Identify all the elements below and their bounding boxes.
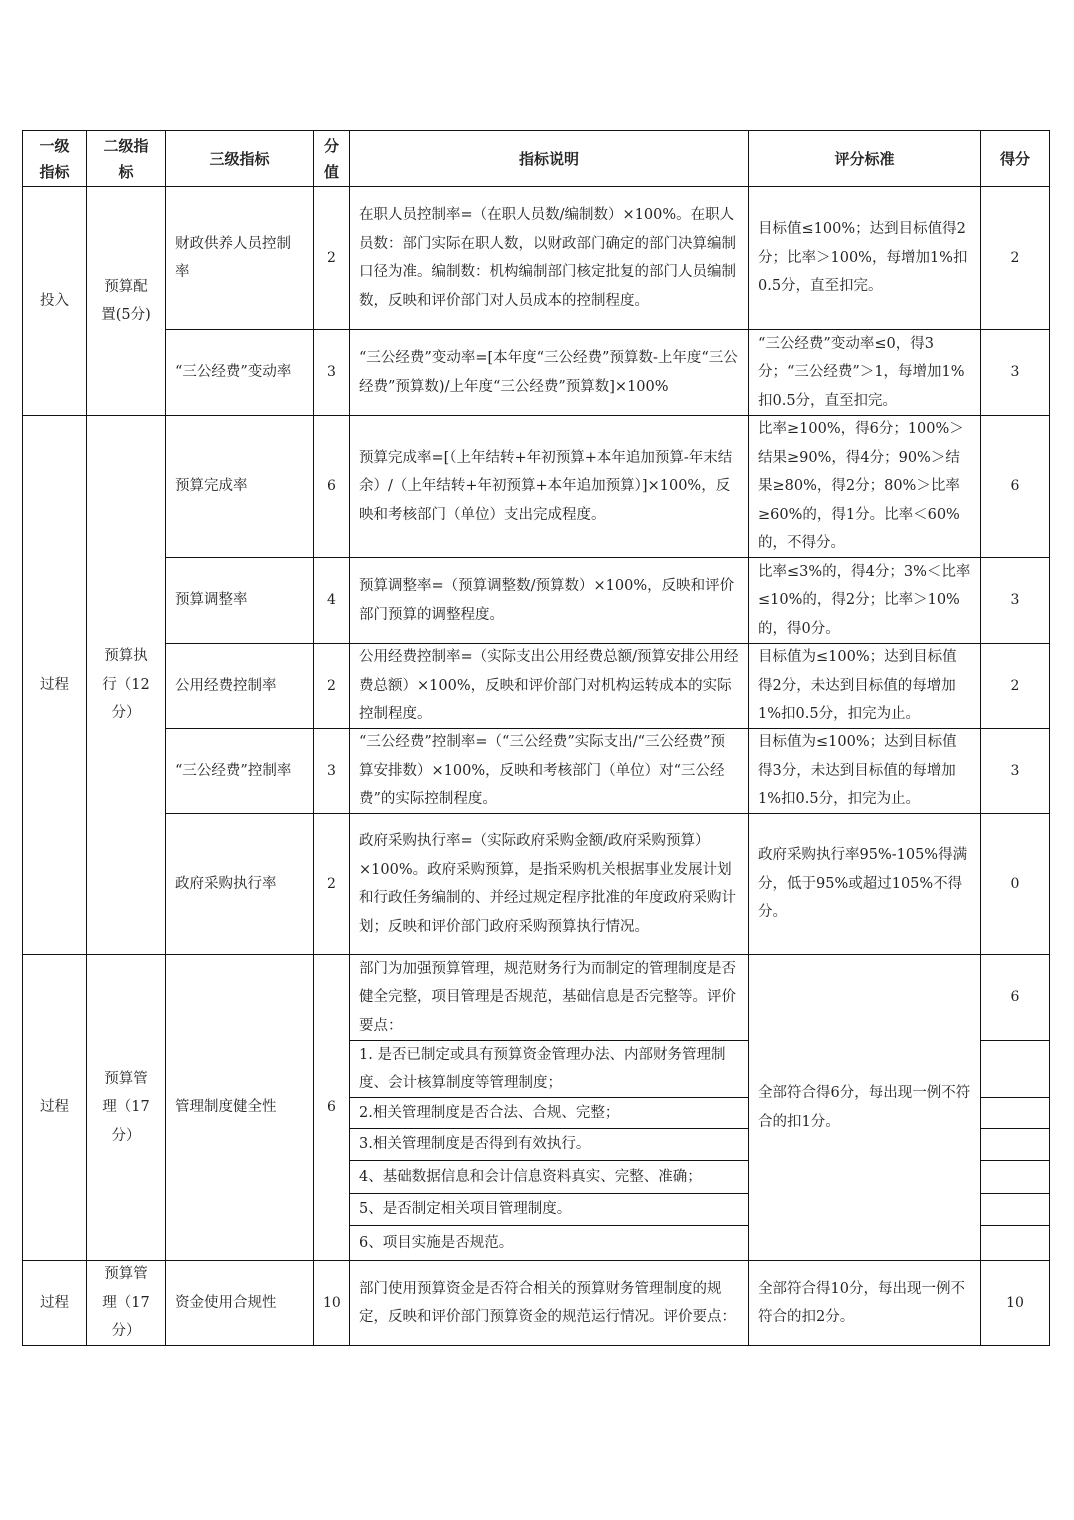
row-earned-cell: 3 — [980, 329, 1050, 416]
earned-subcell — [980, 1225, 1050, 1261]
row-description-cell: 在职人员控制率=（在职人员数/编制数）×100%。在职人员数：部门实际在职人数，以财政部门确定的部门决算编制口径为准。编制数：机构编制部门核定批复的部门人员编制数，反映和评价部门对人员成本的控制程度。 — [349, 186, 749, 330]
group-level2-cell: 预算配 置(5分) — [86, 186, 166, 416]
header-level3: 三级指标 — [165, 130, 314, 187]
row-description-cell: 公用经费控制率=（实际支出公用经费总额/预算安排公用经费总额）×100%，反映和评价部门对机构运转成本的实际控制程度。 — [349, 643, 749, 729]
row-level3-cell: 资金使用合规性 — [165, 1260, 314, 1346]
row-score-cell: 2 — [313, 186, 350, 330]
row-score-cell: 2 — [313, 643, 350, 729]
earned-subcell — [980, 1160, 1050, 1194]
row-score-cell: 6 — [313, 415, 350, 558]
group-level2-cell: 预算管 理（17 分） — [86, 954, 166, 1261]
description-item: 部门为加强预算管理，规范财务行为而制定的管理制度是否健全完整，项目管理是否规范，基础信息是否完整等。评价要点： — [349, 954, 749, 1041]
row-description-cell: 预算完成率=[（上年结转+年初预算+本年追加预算-年末结余）/（上年结转+年初预算+本年追加预算）]×100%，反映和考核部门（单位）支出完成程度。 — [349, 415, 749, 558]
row-score-cell: 2 — [313, 813, 350, 955]
row-level3-cell: “三公经费”变动率 — [165, 329, 314, 416]
row-description-cell: “三公经费”控制率=（“三公经费”实际支出/“三公经费”预算安排数）×100%，反映和考核部门（单位）对“三公经费”的实际控制程度。 — [349, 728, 749, 814]
row-criteria-cell: 目标值为≤100%；达到目标值得3分，未达到目标值的每增加1%扣0.5分，扣完为止。 — [748, 728, 981, 814]
group-level1-cell: 过程 — [22, 954, 87, 1261]
group-level2-cell: 预算执 行（12 分） — [86, 415, 166, 955]
header-level1: 一级 指标 — [22, 130, 87, 187]
row-score-cell: 3 — [313, 728, 350, 814]
row-earned-cell: 10 — [980, 1260, 1050, 1346]
row-earned-cell: 6 — [980, 415, 1050, 558]
row-level3-cell: “三公经费”控制率 — [165, 728, 314, 814]
row-earned-cell: 0 — [980, 813, 1050, 955]
row-description-cell: 部门使用预算资金是否符合相关的预算财务管理制度的规定，反映和评价部门预算资金的规范运行情况。评价要点： — [349, 1260, 749, 1346]
group-level1-cell: 投入 — [22, 186, 87, 416]
row-score-cell: 4 — [313, 557, 350, 644]
row-score-cell: 6 — [313, 954, 350, 1261]
row-earned-cell: 3 — [980, 557, 1050, 644]
row-score-cell: 10 — [313, 1260, 350, 1346]
row-criteria-cell: 全部符合得6分，每出现一例不符合的扣1分。 — [748, 954, 981, 1261]
header-criteria: 评分标准 — [748, 130, 981, 187]
row-level3-cell: 预算完成率 — [165, 415, 314, 558]
row-criteria-cell: “三公经费”变动率≤0，得3分；“三公经费”＞1，每增加1%扣0.5分，直至扣完。 — [748, 329, 981, 416]
row-earned-cell: 6 — [980, 954, 1050, 1041]
row-level3-cell: 政府采购执行率 — [165, 813, 314, 955]
row-earned-cell: 2 — [980, 186, 1050, 330]
row-earned-cell: 2 — [980, 643, 1050, 729]
evaluation-table — [22, 130, 1050, 1346]
description-item: 2.相关管理制度是否合法、合规、完整； — [349, 1097, 749, 1129]
row-criteria-cell: 比率≤3%的，得4分；3%＜比率≤10%的，得2分；比率＞10%的，得0分。 — [748, 557, 981, 644]
row-criteria-cell: 目标值为≤100%；达到目标值得2分，未达到目标值的每增加1%扣0.5分，扣完为止。 — [748, 643, 981, 729]
description-item: 5、是否制定相关项目管理制度。 — [349, 1193, 749, 1226]
group-level2-cell: 预算管 理（17 分） — [86, 1260, 166, 1346]
earned-subcell — [980, 1097, 1050, 1129]
row-description-cell: 政府采购执行率=（实际政府采购金额/政府采购预算）×100%。政府采购预算，是指采购机关根据事业发展计划和行政任务编制的、并经过规定程序批准的年度政府采购计划；反映和评价部门政府采购预算执行情况。 — [349, 813, 749, 955]
row-criteria-cell: 目标值≤100%；达到目标值得2分；比率＞100%，每增加1%扣0.5分，直至扣完。 — [748, 186, 981, 330]
description-item: 6、项目实施是否规范。 — [349, 1225, 749, 1261]
earned-subcell — [980, 1193, 1050, 1226]
header-level2: 二级指 标 — [86, 130, 166, 187]
header-earned: 得分 — [980, 130, 1050, 187]
row-level3-cell: 财政供养人员控制率 — [165, 186, 314, 330]
row-earned-cell: 3 — [980, 728, 1050, 814]
header-description: 指标说明 — [349, 130, 749, 187]
row-criteria-cell: 全部符合得10分，每出现一例不符合的扣2分。 — [748, 1260, 981, 1346]
description-item: 3.相关管理制度是否得到有效执行。 — [349, 1128, 749, 1161]
group-level1-cell: 过程 — [22, 415, 87, 955]
description-item: 1. 是否已制定或具有预算资金管理办法、内部财务管理制度、会计核算制度等管理制度； — [349, 1040, 749, 1098]
row-description-cell: 预算调整率=（预算调整数/预算数）×100%，反映和评价部门预算的调整程度。 — [349, 557, 749, 644]
row-score-cell: 3 — [313, 329, 350, 416]
row-level3-cell: 预算调整率 — [165, 557, 314, 644]
row-level3-cell: 公用经费控制率 — [165, 643, 314, 729]
row-description-cell: “三公经费”变动率=[本年度“三公经费”预算数-上年度“三公经费”预算数)/上年度“三公经费”预算数]×100% — [349, 329, 749, 416]
row-level3-cell: 管理制度健全性 — [165, 954, 314, 1261]
group-level1-cell: 过程 — [22, 1260, 87, 1346]
row-criteria-cell: 比率≥100%，得6分；100%＞结果≥90%，得4分；90%＞结果≥80%，得2分；80%＞比率≥60%的，得1分。比率＜60%的，不得分。 — [748, 415, 981, 558]
row-criteria-cell: 政府采购执行率95%-105%得满分，低于95%或超过105%不得分。 — [748, 813, 981, 955]
earned-subcell — [980, 1040, 1050, 1098]
earned-subcell — [980, 1128, 1050, 1161]
description-item: 4、基础数据信息和会计信息资料真实、完整、准确； — [349, 1160, 749, 1194]
header-score: 分 值 — [313, 130, 350, 187]
